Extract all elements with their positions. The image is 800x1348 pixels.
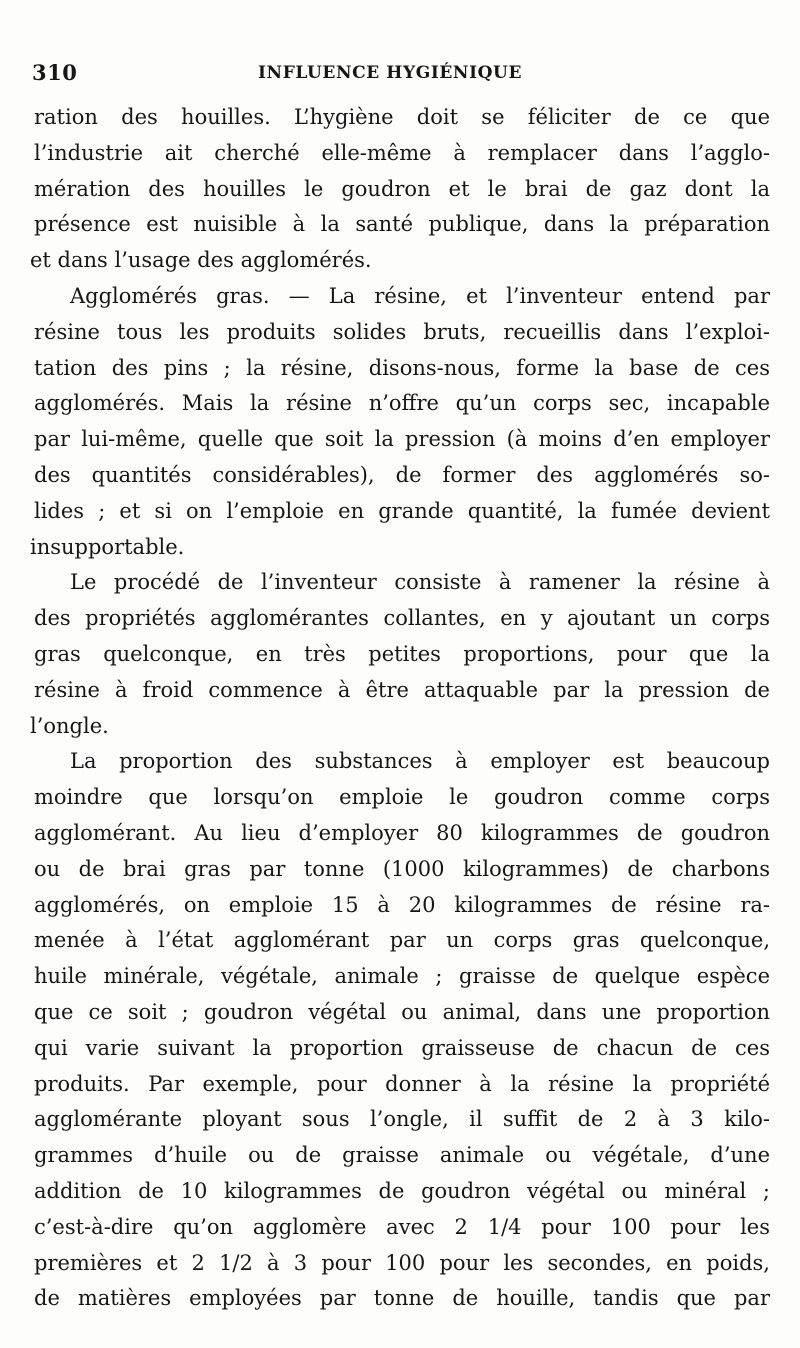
text-line: lides ; et si on l’emploie en grande quantité, la fumée devient (34, 498, 770, 523)
text-line: de matières employées par tonne de houille, tandis que par (34, 1286, 770, 1311)
text-line: produits. Par exemple, pour donner à la résine la propriété (34, 1071, 770, 1096)
text-line: qui varie suivant la proportion graisseuse de chacun de ces (34, 1035, 770, 1060)
text-line: Le procédé de l’inventeur consiste à ramener la résine à (70, 570, 770, 595)
page-number: 310 (32, 60, 78, 85)
text-line: l’industrie ait cherché elle-même à remplacer dans l’agglo- (34, 140, 770, 165)
text-line: que ce soit ; goudron végétal ou animal, dans une proportion (34, 999, 770, 1024)
text-line: mération des houilles le goudron et le brai de gaz dont la (34, 176, 770, 201)
text-line: gras quelconque, en très petites proportions, pour que la (34, 641, 770, 666)
text-line: l’ongle. (30, 713, 109, 738)
text-line: et dans l’usage des agglomérés. (30, 248, 372, 273)
text-line: menée à l’état agglomérant par un corps gras quelconque, (34, 928, 770, 953)
text-line: des propriétés agglomérantes collantes, en y ajoutant un corps (34, 606, 770, 631)
text-line: des quantités considérables), de former des agglomérés so- (34, 462, 770, 487)
text-line: addition de 10 kilogrammes de goudron végétal ou minéral ; (34, 1178, 770, 1203)
text-line: c’est-à-dire qu’on agglomère avec 2 1/4 pour 100 pour les (34, 1214, 770, 1239)
text-line: agglomérés. Mais la résine n’offre qu’un corps sec, incapable (34, 391, 770, 416)
text-line: par lui-même, quelle que soit la pression (à moins d’en employer (34, 427, 770, 452)
text-line: Agglomérés gras. — La résine, et l’inventeur entend par (70, 283, 770, 308)
text-line: agglomérés, on emploie 15 à 20 kilogrammes de résine ra- (34, 892, 770, 917)
text-line: La proportion des substances à employer est beaucoup (70, 749, 770, 774)
text-line: insupportable. (30, 534, 185, 559)
running-title: INFLUENCE HYGIÉNIQUE (258, 63, 523, 83)
text-line: tation des pins ; la résine, disons-nous, forme la base de ces (34, 355, 770, 380)
text-line: résine tous les produits solides bruts, recueillis dans l’exploi- (34, 319, 770, 344)
text-line: moindre que lorsqu’on emploie le goudron comme corps (34, 785, 770, 810)
text-line: ou de brai gras par tonne (1000 kilogrammes) de charbons (34, 856, 770, 881)
text-line: agglomérante ployant sous l’ongle, il suffit de 2 à 3 kilo- (34, 1107, 770, 1132)
text-line: grammes d’huile ou de graisse animale ou végétale, d’une (34, 1143, 770, 1168)
body-text (30, 100, 770, 1317)
running-head (32, 58, 772, 88)
text-line: agglomérant. Au lieu d’employer 80 kilogrammes de goudron (34, 820, 770, 845)
text-line: premières et 2 1/2 à 3 pour 100 pour les secondes, en poids, (34, 1250, 770, 1275)
text-line: ration des houilles. L’hygiène doit se féliciter de ce que (34, 105, 770, 129)
text-line: huile minérale, végétale, animale ; graisse de quelque espèce (34, 964, 770, 989)
text-line: présence est nuisible à la santé publique, dans la préparation (34, 212, 770, 237)
text-line: résine à froid commence à être attaquable par la pression de (34, 677, 770, 702)
